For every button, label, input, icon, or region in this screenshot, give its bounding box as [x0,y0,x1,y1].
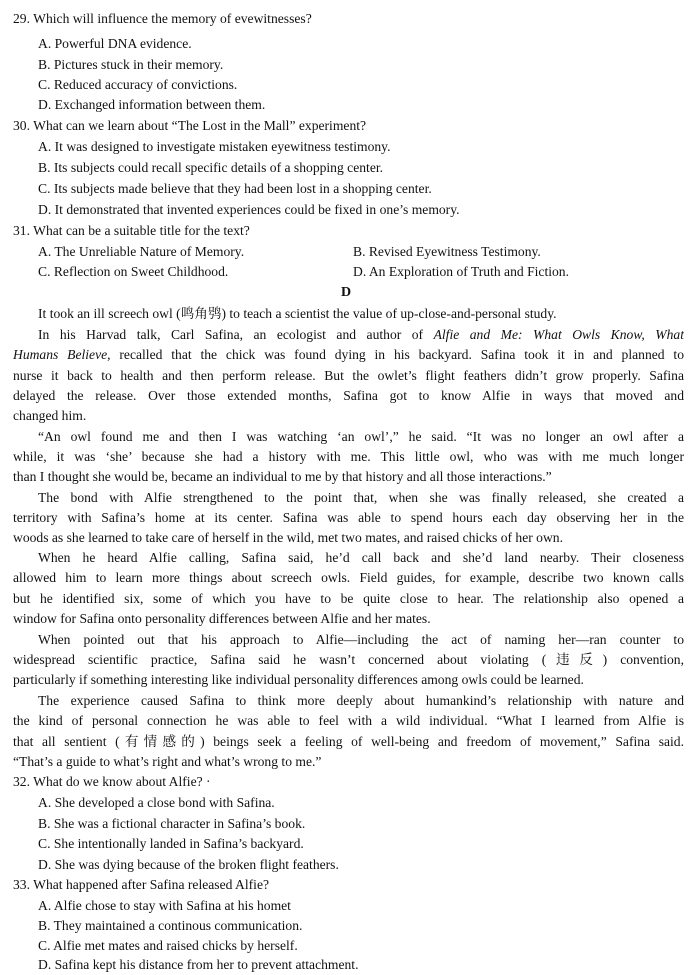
option-29-a: A. Powerful DNA evidence. [38,36,192,51]
option-33-a: A. Alfie chose to stay with Safina at his homet [38,898,291,913]
option-31-b: B. Revised Eyewitness Testimony. [353,244,541,259]
passage-line: It took an ill screech owl (鸣角鸮) to teach a scientist the value of up-close-and-personal study. [38,306,557,321]
question-29: 29. Which will influence the memory of evewitnesses? [13,11,312,26]
passage-line: than I thought she would be, became an individual to me by that history and all those interactions.” [13,469,552,484]
option-30-a: A. It was designed to investigate mistaken eyewitness testimony. [38,139,391,154]
passage-line: “That’s a guide to what’s right and what’s wrong to me.” [13,754,322,769]
option-32-b: B. She was a fictional character in Safina’s book. [38,816,306,831]
option-33-b: B. They maintained a continous communication. [38,918,303,933]
option-32-a: A. She developed a close bond with Safina. [38,795,275,810]
option-29-d: D. Exchanged information between them. [38,97,266,112]
passage-text: In his Harvad talk, Carl Safina, an ecologist and author of [38,327,434,342]
passage-line: When pointed out that his approach to Alfie—including the act of naming her—ran counter to [38,632,684,647]
passage-line: widespread scientific practice, Safina said he wasn’t concerned about violating (违反) convention, [13,652,684,667]
question-31: 31. What can be a suitable title for the text? [13,223,250,238]
passage-line: delayed the release. Over those extended months, Safina got to know Alfie in ways that moved and [13,388,684,403]
passage-line: The experience caused Safina to think more deeply about humankind’s relationship with nature and [38,693,684,708]
passage-line: “An owl found me and then I was watching ‘an owl’,” he said. “It was no longer an owl after a [38,429,684,444]
question-33: 33. What happened after Safina released Alfie? [13,877,270,892]
option-33-c: C. Alfie met mates and raised chicks by herself. [38,938,298,953]
option-32-c: C. She intentionally landed in Safina’s backyard. [38,836,304,851]
option-31-d: D. An Exploration of Truth and Fiction. [353,264,569,279]
passage-line: territory with Safina’s home at its center. Safina was able to spend hours each day observing her in the [13,510,684,525]
passage-line [13,345,684,365]
option-29-c: C. Reduced accuracy of convictions. [38,77,238,92]
passage-line: woods as she learned to take care of herself in the wild, met two mates, and raised chicks of her own. [13,530,563,545]
option-30-b: B. Its subjects could recall specific details of a shopping center. [38,160,384,175]
question-32: 32. What do we know about Alfie? · [13,774,211,789]
passage-line: that all sentient (有情感的) beings seek a feeling of well-being and freedom of movement,” Safina said. [13,734,684,749]
book-title: Alfie and Me: What Owls Know, What [433,327,684,342]
option-31-c: C. Reflection on Sweet Childhood. [38,264,229,279]
passage-text: , recalled that the chick was found dying in his backyard. Safina took it in and planned to [107,347,684,362]
option-30-c: C. Its subjects made believe that they had been lost in a shopping center. [38,181,432,196]
passage-line: window for Safina onto personality differences between Alfie and her mates. [13,611,431,626]
passage-line [38,325,684,345]
option-29-b: B. Pictures stuck in their memory. [38,57,224,72]
option-30-d: D. It demonstrated that invented experiences could be fixed in one’s memory. [38,202,460,217]
question-30: 30. What can we learn about “The Lost in the Mall” experiment? [13,118,367,133]
passage-line: The bond with Alfie strengthened to the point that, when she was finally released, she created a [38,490,684,505]
passage-line: When he heard Alfie calling, Safina said, he’d call back and she’d land nearby. Their closeness [38,550,684,565]
passage-line: nurse it back to health and then perform release. But the owlet’s flight feathers didn’t grow properly. Safina [13,368,684,383]
book-title: Humans Believe [13,347,108,362]
passage-line: allowed him to learn more things about screech owls. Field guides, for example, describe two known calls [13,570,684,585]
passage-line: but he identified six, some of which you have to be quite close to hear. The relationship also opened a [13,591,684,606]
passage-line: changed him. [13,408,87,423]
passage-line: particularly if something interesting like individual personality differences among owls could be learned. [13,672,584,687]
option-32-d: D. She was dying because of the broken flight feathers. [38,857,339,872]
passage-line: the kind of personal connection he was able to feel with a wild individual. “What I learned from Alfie is [13,713,684,728]
section-label: D [340,285,352,300]
option-31-a: A. The Unreliable Nature of Memory. [38,244,245,259]
option-33-d: D. Safina kept his distance from her to prevent attachment. [38,957,359,972]
passage-line: while, it was ‘she’ because she had a history with me. This little owl, who was with me much longer [13,449,684,464]
